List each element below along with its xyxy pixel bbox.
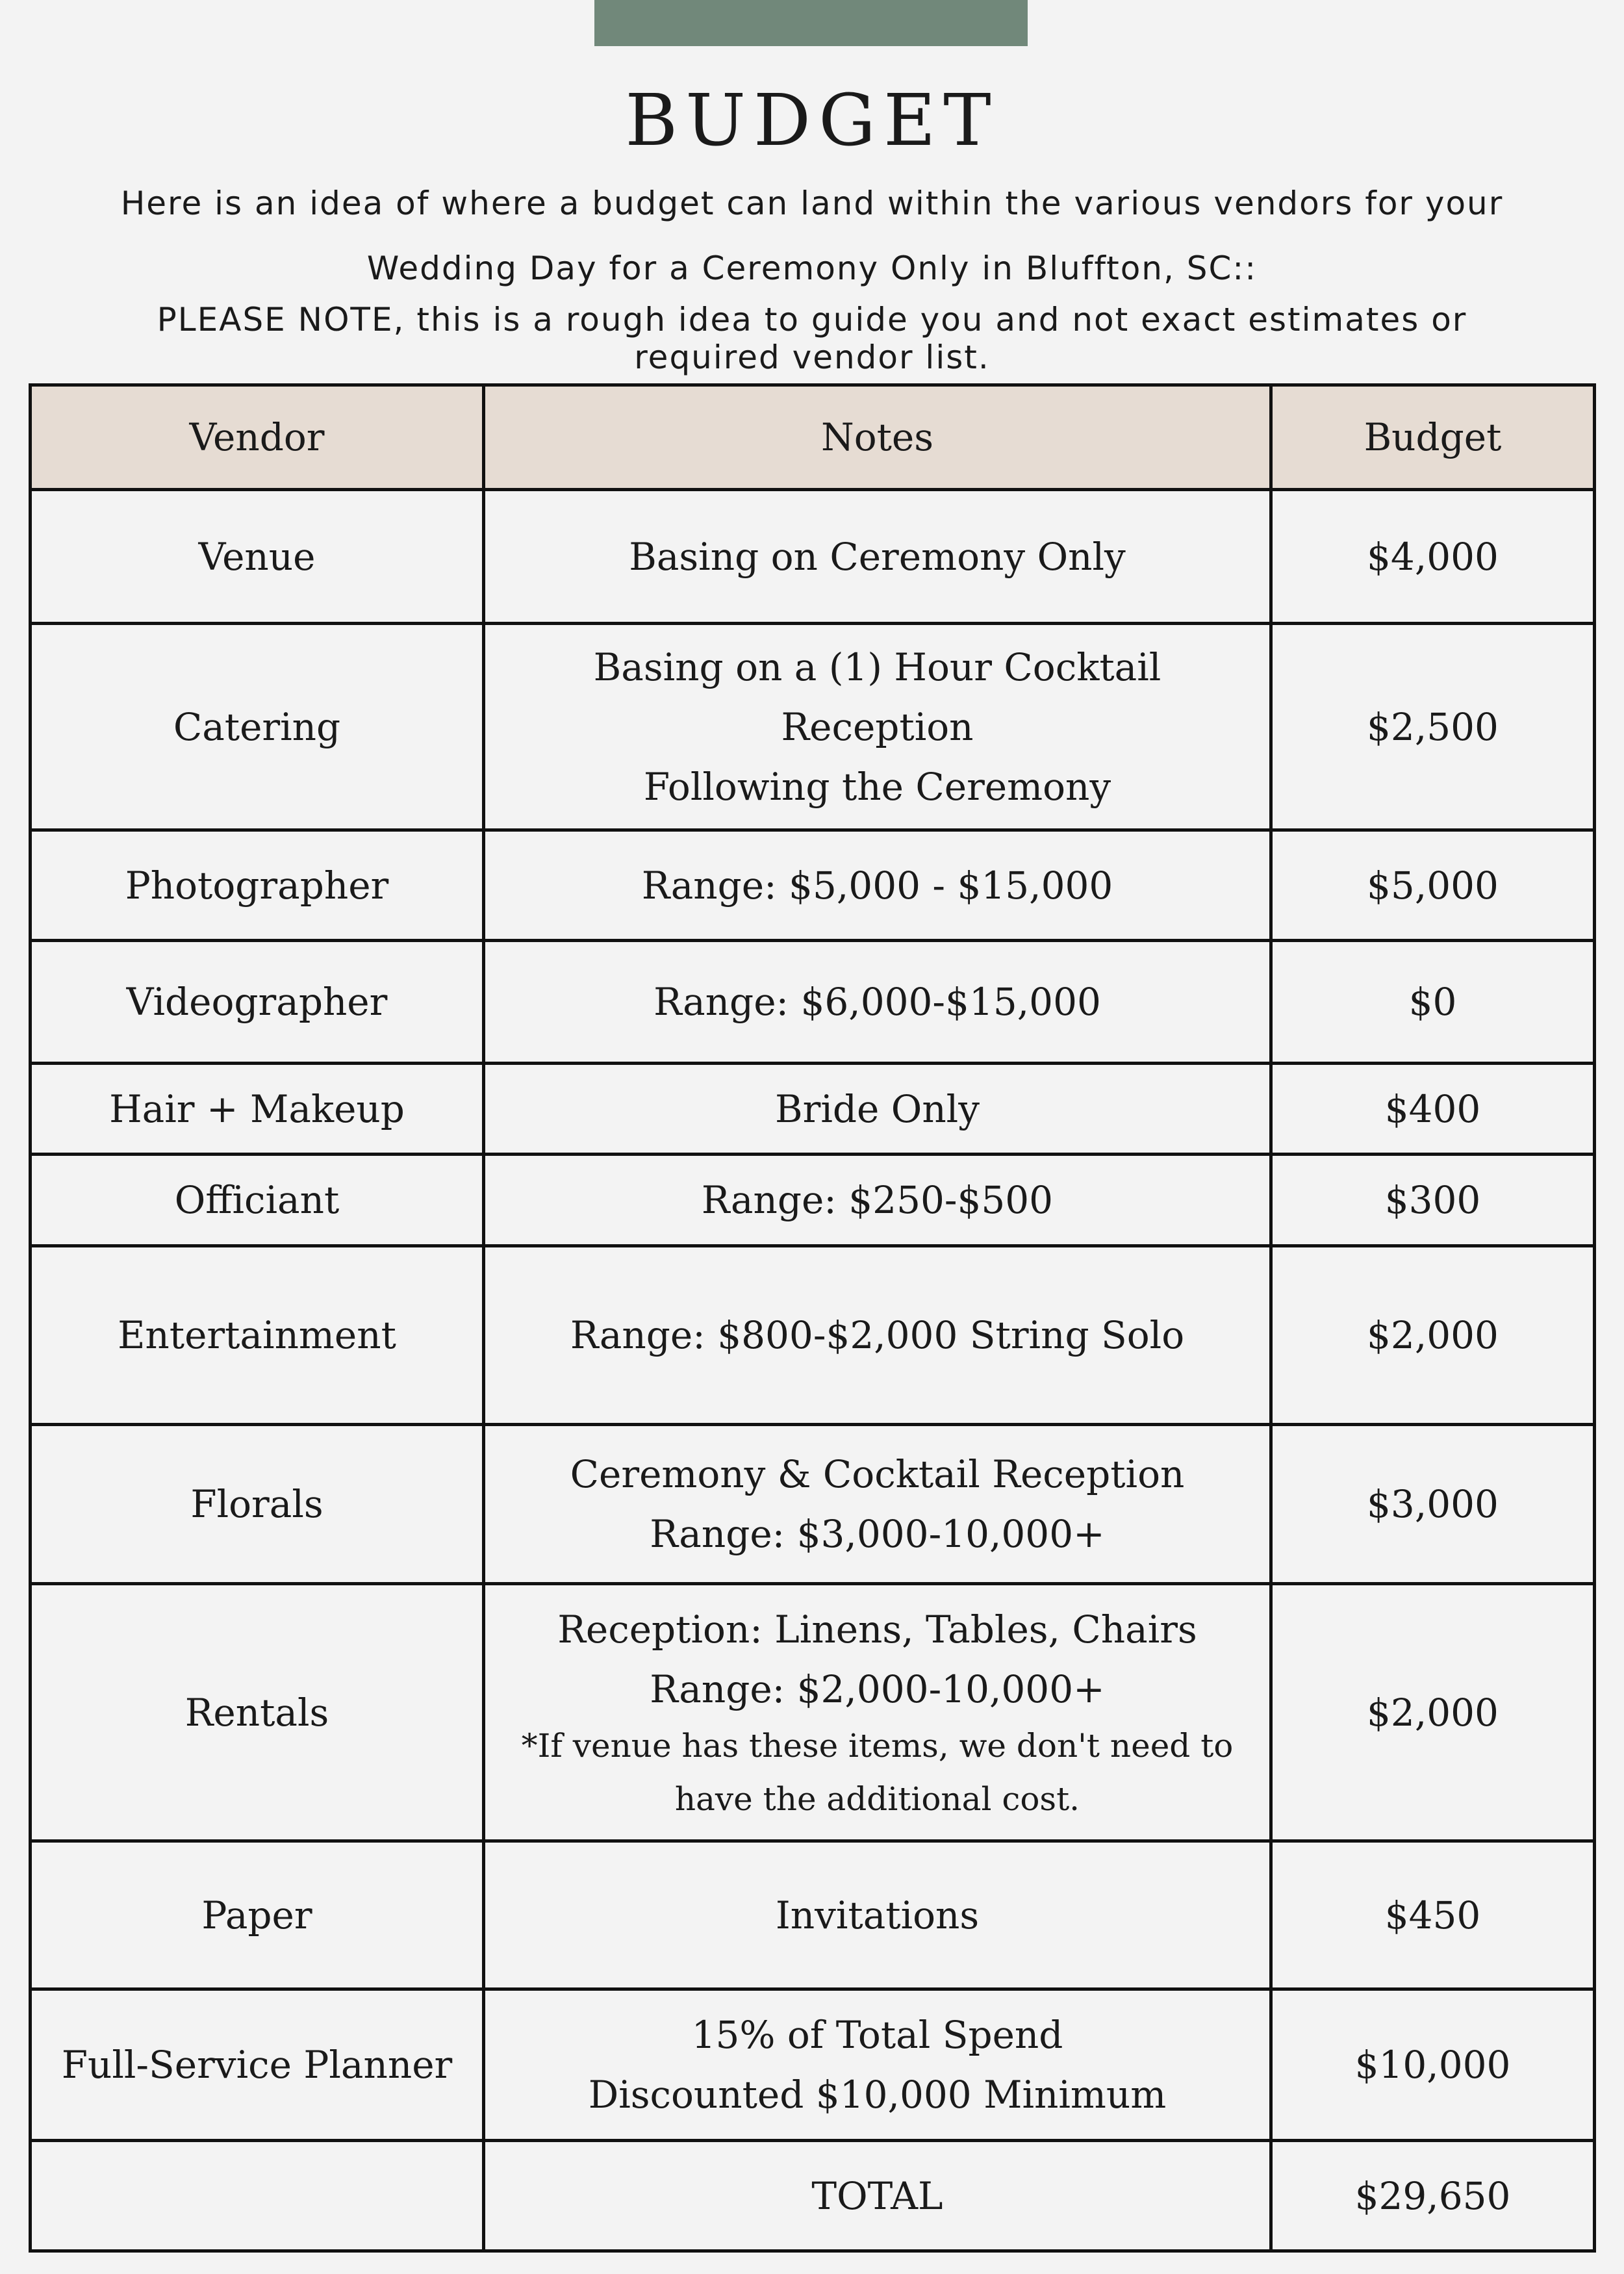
total-value-cell: $29,650	[1271, 2141, 1595, 2251]
budget-cell: $5,000	[1271, 830, 1595, 941]
header-vendor: Vendor	[31, 385, 484, 490]
budget-table	[29, 383, 1596, 2253]
budget-cell: $400	[1271, 1064, 1595, 1155]
note-line: Basing on a (1) Hour Cocktail Reception	[593, 645, 1161, 749]
intro-note: PLEASE NOTE, this is a rough idea to guide you and not exact estimates or required vendor list.	[157, 301, 1467, 376]
table-row	[31, 830, 1595, 941]
total-label: TOTAL	[811, 2173, 943, 2218]
notes-cell	[484, 1246, 1271, 1425]
header-budget: Budget	[1271, 385, 1595, 490]
notes-cell	[484, 1155, 1271, 1246]
vendor-cell: Rentals	[31, 1584, 484, 1841]
total-label-cell	[484, 2141, 1271, 2251]
table-row	[31, 490, 1595, 624]
table-row	[31, 1246, 1595, 1425]
note-line: 15% of Total Spend	[691, 2013, 1063, 2057]
budget-cell: $450	[1271, 1841, 1595, 1989]
notes-cell	[484, 1841, 1271, 1989]
budget-cell: $4,000	[1271, 490, 1595, 624]
note-line: Range: $250-$500	[701, 1178, 1054, 1222]
note-line: Range: $5,000 - $15,000	[641, 863, 1113, 908]
table-row	[31, 1155, 1595, 1246]
budget-cell: $2,000	[1271, 1584, 1595, 1841]
vendor-cell: Hair + Makeup	[31, 1064, 484, 1155]
notes-cell	[484, 941, 1271, 1064]
vendor-cell: Photographer	[31, 830, 484, 941]
note-line: Bride Only	[774, 1086, 980, 1131]
note-line: Range: $800-$2,000 String Solo	[570, 1313, 1185, 1357]
note-line: Range: $2,000-10,000+	[650, 1667, 1105, 1711]
vendor-cell: Officiant	[31, 1155, 484, 1246]
table-row	[31, 1064, 1595, 1155]
table-row	[31, 941, 1595, 1064]
notes-cell	[484, 1584, 1271, 1841]
budget-cell: $10,000	[1271, 1989, 1595, 2141]
table-row	[31, 624, 1595, 830]
table-row	[31, 1425, 1595, 1584]
note-line: Range: $6,000-$15,000	[653, 980, 1101, 1024]
notes-cell	[484, 490, 1271, 624]
budget-cell: $2,500	[1271, 624, 1595, 830]
budget-cell: $3,000	[1271, 1425, 1595, 1584]
vendor-cell: Venue	[31, 490, 484, 624]
budget-cell: $300	[1271, 1155, 1595, 1246]
vendor-cell: Videographer	[31, 941, 484, 1064]
note-line: Invitations	[775, 1893, 980, 1937]
budget-cell: $2,000	[1271, 1246, 1595, 1425]
vendor-cell	[31, 2141, 484, 2251]
notes-cell	[484, 1064, 1271, 1155]
intro-line-2: Wedding Day for a Ceremony Only in Bluffton, SC::	[366, 249, 1258, 287]
note-line: Discounted $10,000 Minimum	[588, 2073, 1167, 2117]
note-line: Reception: Linens, Tables, Chairs	[557, 1607, 1197, 1652]
note-line: Basing on Ceremony Only	[629, 534, 1126, 579]
vendor-cell: Paper	[31, 1841, 484, 1989]
note-line: Following the Ceremony	[643, 764, 1111, 809]
table-row	[31, 1841, 1595, 1989]
page-title: BUDGET	[625, 79, 999, 162]
header-notes: Notes	[484, 385, 1271, 490]
note-line: Ceremony & Cocktail Reception	[570, 1452, 1185, 1496]
table-row	[31, 2141, 1595, 2251]
notes-cell	[484, 624, 1271, 830]
intro-line-1: Here is an idea of where a budget can land within the various vendors for your	[120, 185, 1504, 222]
notes-cell	[484, 1989, 1271, 2141]
fine-print-line: have the additional cost.	[674, 1780, 1080, 1818]
vendor-cell: Florals	[31, 1425, 484, 1584]
table-row	[31, 1989, 1595, 2141]
fine-print-line: *If venue has these items, we don't need to	[521, 1726, 1234, 1765]
notes-cell	[484, 1425, 1271, 1584]
vendor-cell: Entertainment	[31, 1246, 484, 1425]
notes-cell	[484, 830, 1271, 941]
budget-cell: $0	[1271, 941, 1595, 1064]
decorative-top-bar	[594, 0, 1028, 46]
note-line: Range: $3,000-10,000+	[650, 1512, 1105, 1556]
table-header-row	[31, 385, 1595, 490]
table-row	[31, 1584, 1595, 1841]
vendor-cell: Catering	[31, 624, 484, 830]
vendor-cell: Full-Service Planner	[31, 1989, 484, 2141]
